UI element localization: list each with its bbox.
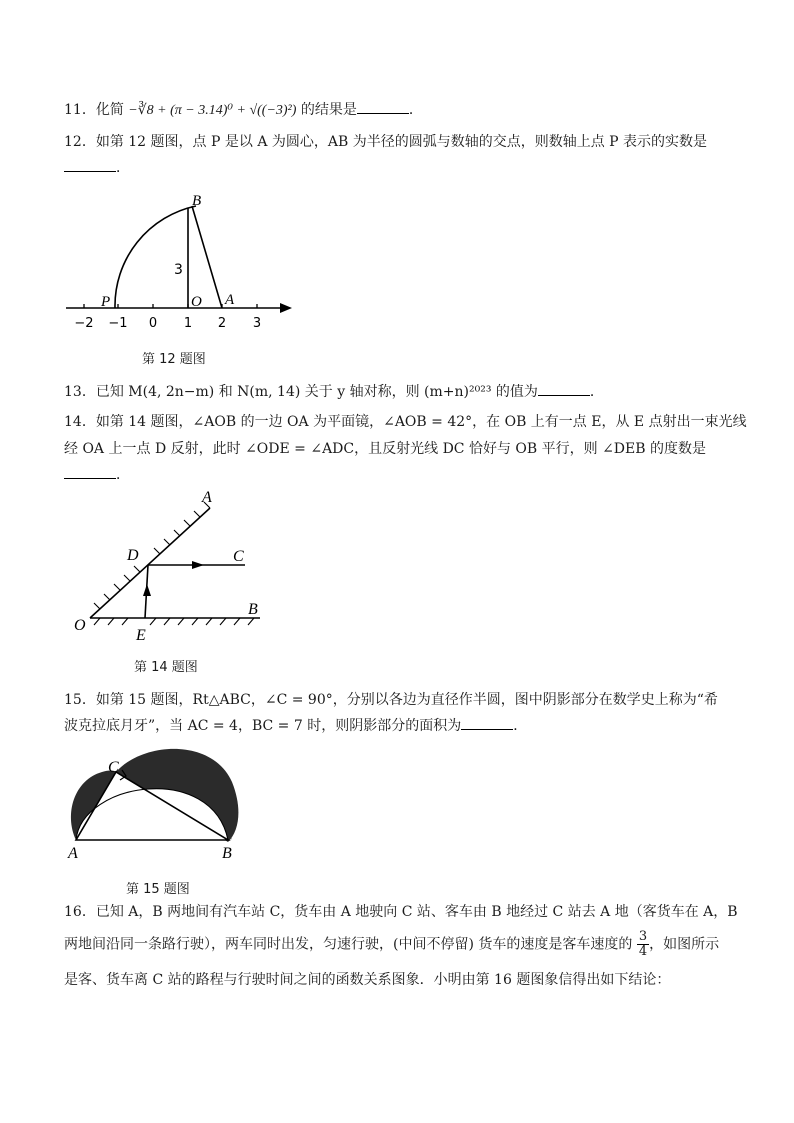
q11-prefix: 化简 — [95, 102, 124, 118]
q16-number: 16． — [64, 904, 96, 920]
q16-fraction — [637, 930, 649, 959]
label-o: O — [74, 617, 86, 634]
tick-label: 2 — [217, 316, 227, 331]
label-e: E — [136, 627, 146, 644]
question-11 — [64, 100, 423, 121]
q11-number: 11． — [64, 102, 96, 118]
q12-text: 如第 12 题图，点 P 是以 A 为圆心，AB 为半径的圆弧与数轴的交点，则数轴上点 P 表示的实数是 — [95, 134, 708, 150]
tick-label: 0 — [148, 316, 158, 331]
q14-answer-blank[interactable] — [64, 466, 116, 479]
q16-text2b: ，如图所示 — [649, 936, 720, 953]
number-line-arrow — [280, 303, 292, 313]
question-16-line3 — [64, 970, 670, 990]
q16-text2: 两地间沿同一条路行驶），两车同时出发，匀速行驶，(中间不停留) 货车的速度是客车速度的 — [64, 936, 633, 953]
q14-caption: 第 14 题图 — [134, 660, 198, 675]
q11-suffix: 的结果是 — [300, 102, 357, 118]
q15-text1: 如第 15 题图，Rt△ABC，∠C = 90°，分别以各边为直径作半圆，图中阴影部分在数学史上称为“希 — [95, 692, 718, 708]
q14-end: ． — [116, 467, 130, 483]
question-14-line1 — [64, 412, 747, 432]
label-a: A — [68, 845, 78, 862]
question-15-line2 — [64, 716, 527, 736]
ray-ed-arrow — [143, 584, 151, 596]
q15-answer-blank[interactable] — [461, 717, 513, 730]
question-16-line2 — [64, 930, 719, 959]
tick-label: −1 — [108, 316, 128, 331]
label-a: A — [202, 489, 212, 506]
label-o: O — [191, 294, 202, 310]
tick-label: −2 — [74, 316, 94, 331]
q13-answer-blank[interactable] — [538, 383, 590, 396]
q12-end: ． — [116, 160, 130, 176]
q11-answer-blank[interactable] — [357, 101, 409, 114]
oa-hatching — [94, 502, 210, 609]
q16-text1: 已知 A，B 两地间有汽车站 C，货车由 A 地驶向 C 站、客车由 B 地经过 C 站去 A 地（客货车在 A，B — [95, 904, 738, 920]
q16-text3: 是客、货车离 C 站的路程与行驶时间之间的函数关系图象．小明由第 16 题图象信得出如下结论： — [64, 972, 671, 988]
segment-ba — [192, 206, 222, 308]
question-14-line3 — [64, 465, 130, 485]
label-b: B — [192, 193, 202, 209]
question-16-line1 — [64, 902, 738, 922]
tick-label: 3 — [252, 316, 262, 331]
label-a: A — [225, 292, 235, 308]
label-height: 3 — [174, 262, 183, 278]
q14-text2: 经 OA 上一点 D 反射，此时 ∠ODE = ∠ADC，且反射光线 DC 恰好与 OB 平行，则 ∠DEB 的度数是 — [64, 441, 706, 457]
tick-label: 1 — [183, 316, 193, 331]
q13-number: 13． — [64, 384, 96, 400]
question-13 — [64, 382, 604, 402]
q15-figure — [62, 742, 252, 867]
q15-text2: 波克拉底月牙”，当 AC = 4，BC = 7 时，则阴影部分的面积为 — [64, 718, 462, 734]
q12-caption: 第 12 题图 — [142, 352, 206, 367]
q14-figure — [70, 488, 280, 648]
question-12 — [64, 132, 707, 152]
question-15-line1 — [64, 690, 718, 710]
label-b: B — [248, 601, 258, 618]
q12-figure — [60, 190, 300, 335]
fraction-numerator: 3 — [638, 929, 648, 944]
q11-end: ． — [408, 102, 423, 118]
q14-text1: 如第 14 题图，∠AOB 的一边 OA 为平面镜，∠AOB = 42°，在 OB 上有一点 E，从 E 点射出一束光线 — [95, 414, 747, 430]
label-b: B — [222, 845, 232, 862]
q13-text: 已知 M(4, 2n−m) 和 N(m, 14) 关于 y 轴对称，则 (m+n)²⁰²³ 的值为 — [95, 384, 538, 400]
q15-number: 15． — [64, 692, 96, 708]
label-c: C — [233, 548, 244, 565]
label-p: P — [101, 294, 111, 310]
question-14-line2 — [64, 439, 706, 459]
arc-pb — [115, 206, 196, 308]
q11-expression: −∛8 + (π − 3.14)⁰ + √((−3)²) — [128, 103, 297, 118]
q15-caption: 第 15 题图 — [126, 882, 190, 897]
q14-number: 14． — [64, 414, 96, 430]
label-d: D — [127, 547, 139, 564]
q13-end: ． — [589, 384, 604, 400]
ray-dc-arrow — [192, 561, 204, 569]
q12-number: 12． — [64, 134, 96, 150]
question-12-cont — [64, 158, 130, 178]
q12-answer-blank[interactable] — [64, 159, 116, 172]
fraction-denominator: 4 — [638, 944, 648, 959]
ob-hatching — [94, 618, 254, 625]
q15-end: ． — [513, 718, 528, 734]
label-c: C — [108, 759, 119, 776]
